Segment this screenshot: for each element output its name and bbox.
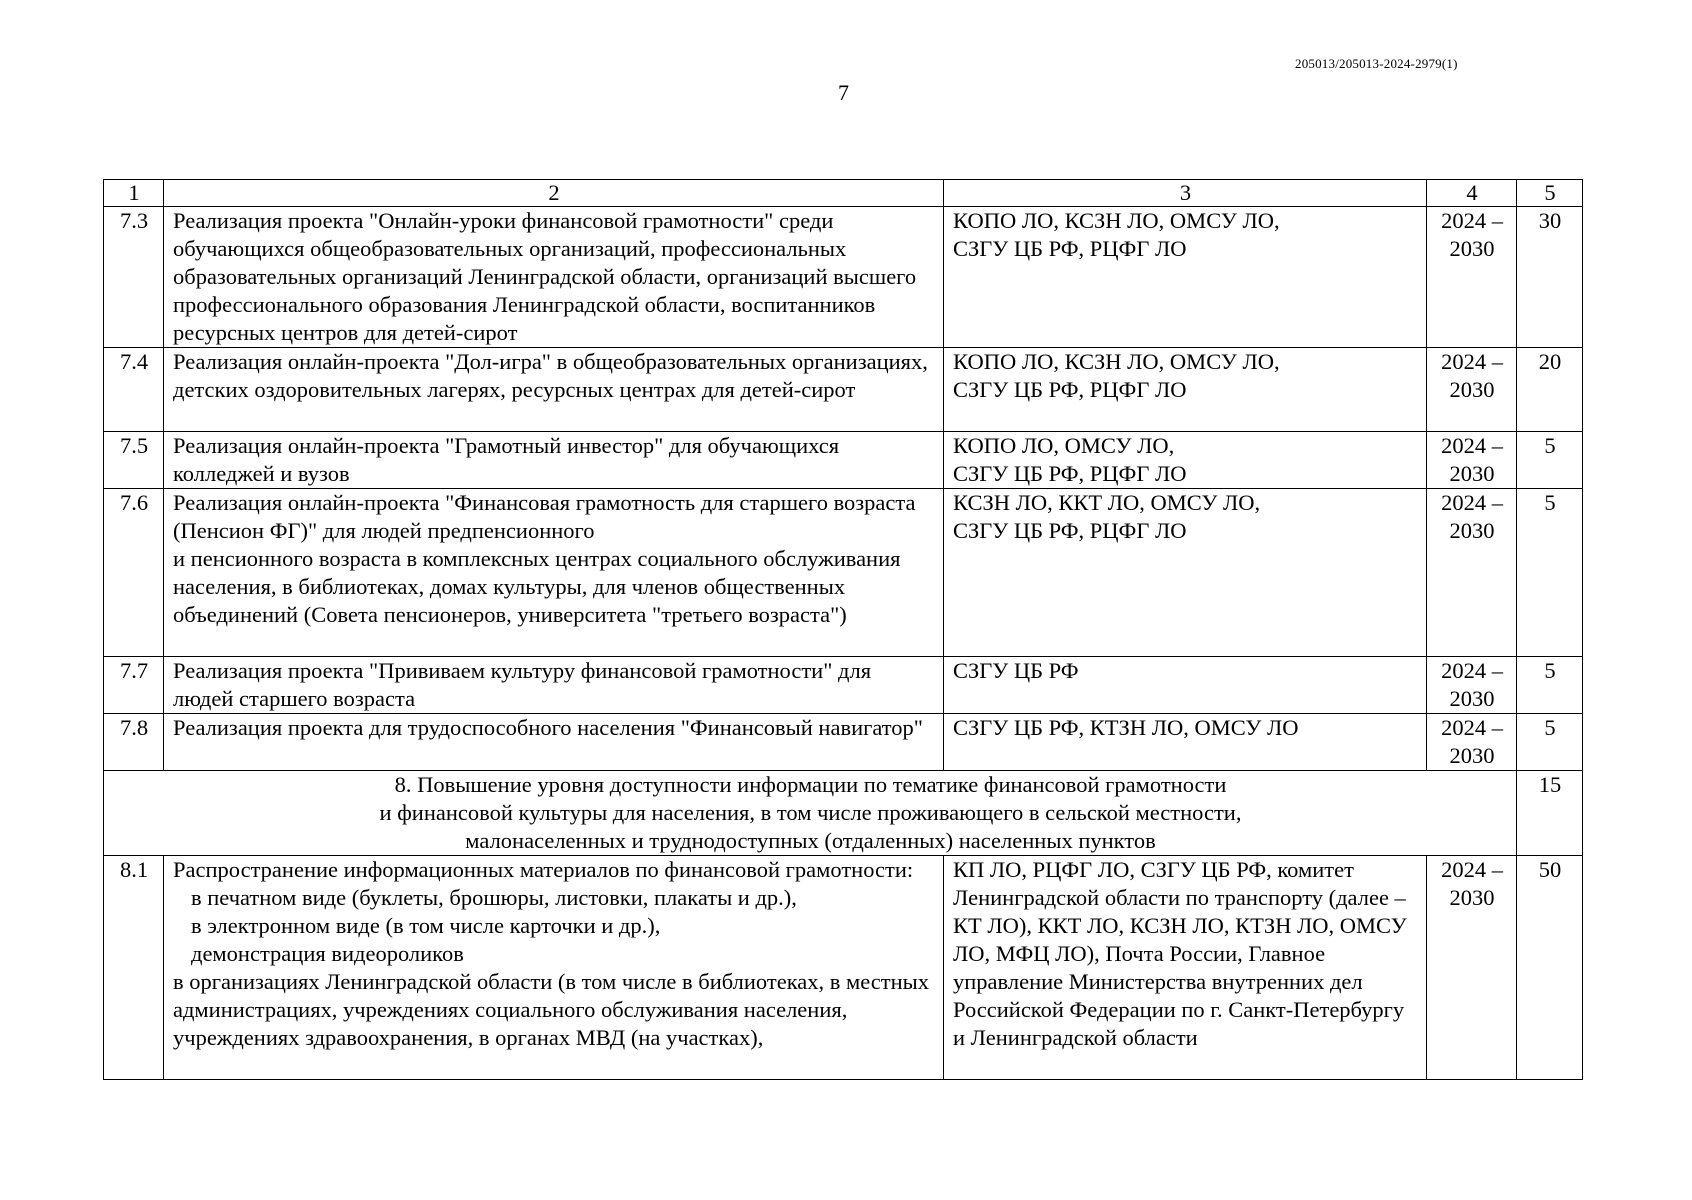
- row-number: 7.3: [104, 207, 164, 348]
- description-line: в организациях Ленинградской области (в том числе в библиотеках, в местных администрациях, учреждениях социального обслуживания населения, учреждениях здравоохранения, в органах МВД (на участках),: [173, 969, 930, 1050]
- row-amount: 30: [1517, 207, 1583, 348]
- section-title: 8. Повышение уровня доступности информации по тематике финансовой грамотности и финансовой культуры для населения, в том числе проживающего в сельской местности, малонаселенных и труднодоступных (отдаленных) населенных пунктов: [104, 771, 1517, 856]
- row-number: 7.8: [104, 714, 164, 771]
- row-amount: 5: [1517, 714, 1583, 771]
- row-executors: КОПО ЛО, КСЗН ЛО, ОМСУ ЛО, СЗГУ ЦБ РФ, РЦФГ ЛО: [944, 207, 1427, 348]
- row-number: 7.5: [104, 432, 164, 489]
- row-number: 7.6: [104, 489, 164, 657]
- row-description: Реализация онлайн-проекта "Грамотный инвестор" для обучающихся колледжей и вузов: [164, 432, 944, 489]
- row-executors: СЗГУ ЦБ РФ, КТЗН ЛО, ОМСУ ЛО: [944, 714, 1427, 771]
- table-header-row: [104, 180, 1583, 207]
- row-executors: СЗГУ ЦБ РФ: [944, 657, 1427, 714]
- row-period: 2024 – 2030: [1427, 432, 1517, 489]
- row-executors: КОПО ЛО, ОМСУ ЛО, СЗГУ ЦБ РФ, РЦФГ ЛО: [944, 432, 1427, 489]
- row-description: Реализация онлайн-проекта "Дол-игра" в общеобразовательных организациях, детских оздоровительных лагерях, ресурсных центрах для детей-сирот: [164, 348, 944, 432]
- row-amount: 20: [1517, 348, 1583, 432]
- measures-table: [103, 179, 1583, 1080]
- row-executors: КОПО ЛО, КСЗН ЛО, ОМСУ ЛО, СЗГУ ЦБ РФ, РЦФГ ЛО: [944, 348, 1427, 432]
- table-row: [104, 489, 1583, 657]
- column-header: 2: [164, 180, 944, 207]
- row-number: 7.4: [104, 348, 164, 432]
- row-period: 2024 – 2030: [1427, 207, 1517, 348]
- description-line: в печатном виде (буклеты, брошюры, листовки, плакаты и др.),: [191, 885, 797, 910]
- table-row: [104, 714, 1583, 771]
- row-period: 2024 – 2030: [1427, 714, 1517, 771]
- row-amount: 5: [1517, 657, 1583, 714]
- row-description: [164, 856, 944, 1080]
- table-row: [104, 657, 1583, 714]
- row-description: Реализация онлайн-проекта "Финансовая грамотность для старшего возраста (Пенсион ФГ)" для людей предпенсионного и пенсионного возраста в комплексных центрах социального обслуживания населения, в библиотеках, домах культуры, для членов общественных объединений (Совета пенсионеров, университета "третьего возраста"): [164, 489, 944, 657]
- row-description: Реализация проекта "Прививаем культуру финансовой грамотности" для людей старшего возраста: [164, 657, 944, 714]
- table-row: [104, 856, 1583, 1080]
- row-description: Реализация проекта для трудоспособного населения "Финансовый навигатор": [164, 714, 944, 771]
- row-description: Реализация проекта "Онлайн-уроки финансовой грамотности" среди обучающихся общеобразовательных организаций, профессиональных образовательных организаций Ленинградской области, организаций высшего профессионального образования Ленинградской области, воспитанников ресурсных центров для детей-сирот: [164, 207, 944, 348]
- row-executors: КП ЛО, РЦФГ ЛО, СЗГУ ЦБ РФ, комитет Ленинградской области по транспорту (далее – КТ ЛО), ККТ ЛО, КСЗН ЛО, КТЗН ЛО, ОМСУ ЛО, МФЦ ЛО), Почта России, Главное управление Министерства внутренних дел Российской Федерации по г. Санкт-Петербургу и Ленинградской области: [944, 856, 1427, 1080]
- section-row: [104, 771, 1583, 856]
- table-row: [104, 348, 1583, 432]
- row-amount: 5: [1517, 489, 1583, 657]
- row-period: 2024 – 2030: [1427, 856, 1517, 1080]
- column-header: 1: [104, 180, 164, 207]
- row-amount: 50: [1517, 856, 1583, 1080]
- column-header: 3: [944, 180, 1427, 207]
- section-amount: 15: [1517, 771, 1583, 856]
- row-number: 7.7: [104, 657, 164, 714]
- column-header: 4: [1427, 180, 1517, 207]
- table-row: [104, 432, 1583, 489]
- row-period: 2024 – 2030: [1427, 657, 1517, 714]
- description-line: демонстрация видеороликов: [191, 941, 464, 966]
- row-amount: 5: [1517, 432, 1583, 489]
- page-number: 7: [838, 80, 849, 105]
- description-line: в электронном виде (в том числе карточки и др.),: [191, 913, 661, 938]
- row-period: 2024 – 2030: [1427, 489, 1517, 657]
- row-executors: КСЗН ЛО, ККТ ЛО, ОМСУ ЛО, СЗГУ ЦБ РФ, РЦФГ ЛО: [944, 489, 1427, 657]
- row-number: 8.1: [104, 856, 164, 1080]
- table-row: [104, 207, 1583, 348]
- column-header: 5: [1517, 180, 1583, 207]
- row-period: 2024 – 2030: [1427, 348, 1517, 432]
- description-line: Распространение информационных материалов по финансовой грамотности:: [173, 857, 914, 882]
- document-id: 205013/205013-2024-2979(1): [1295, 56, 1458, 71]
